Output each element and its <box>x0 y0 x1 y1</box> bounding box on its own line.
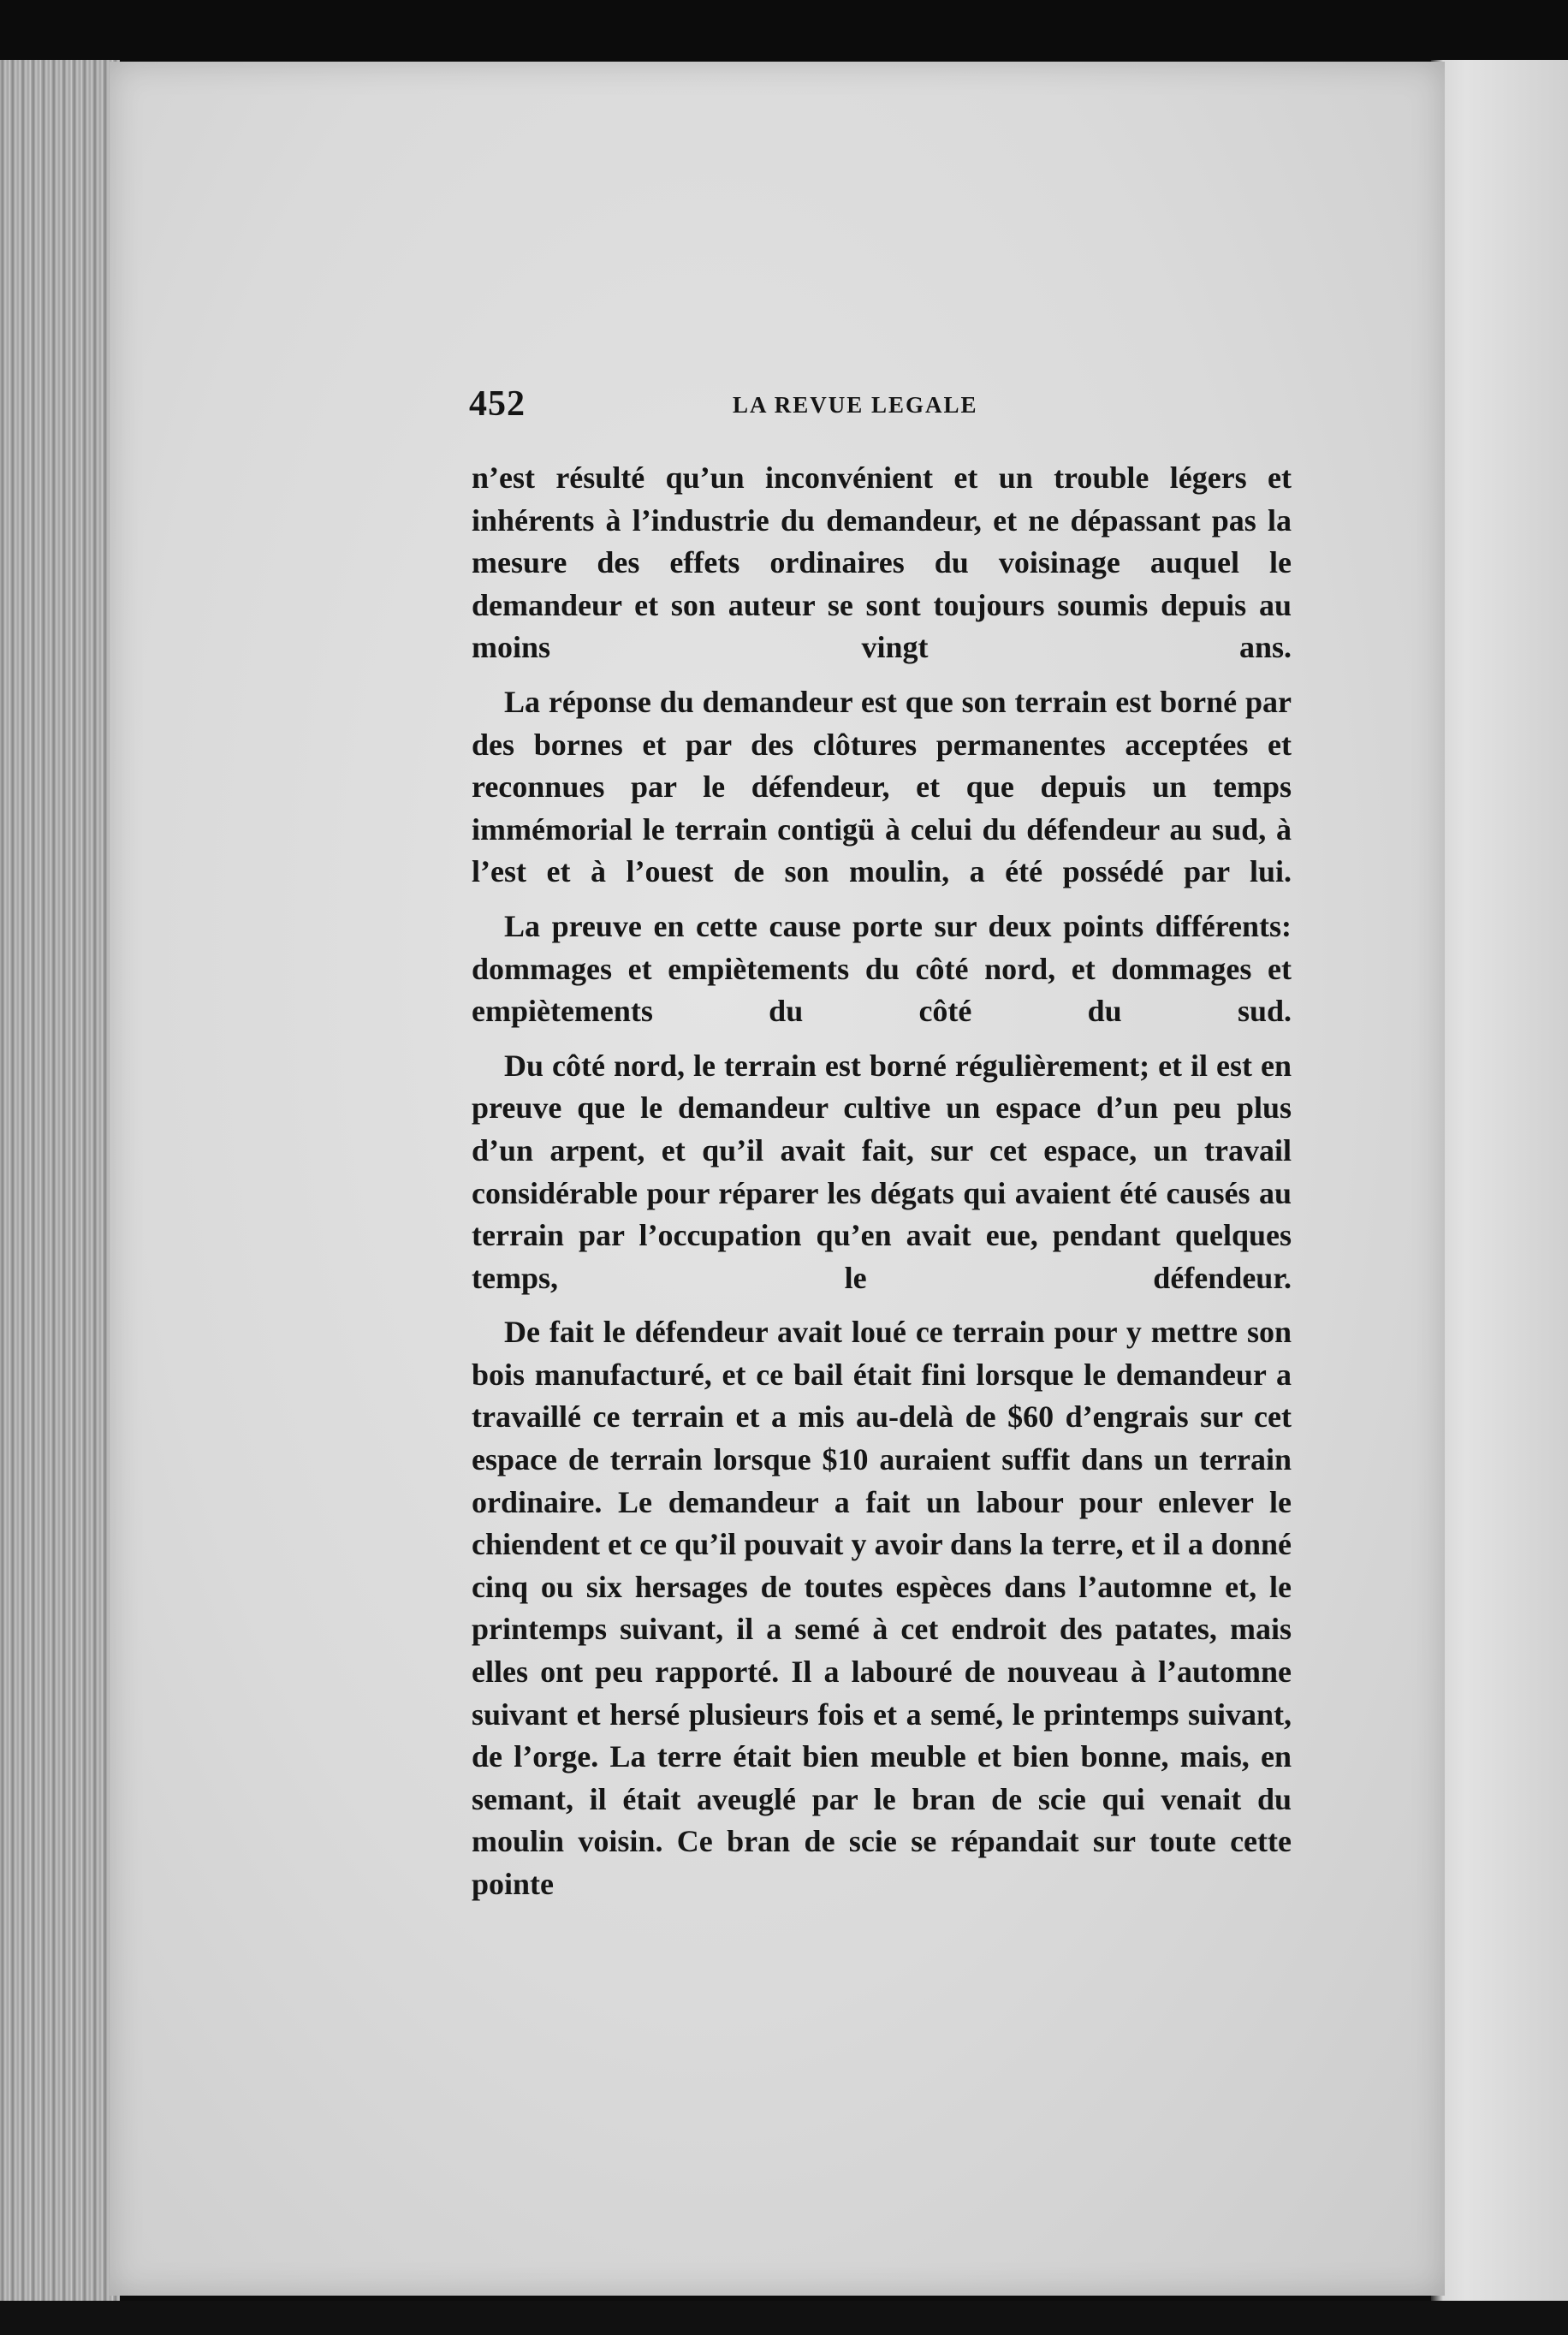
page-header <box>469 383 1291 435</box>
facing-page-edge <box>1431 60 1568 2302</box>
paragraph-2: La réponse du demandeur est que son terrain est borné par des bornes et par des clôtures permanentes acceptées et reconnues par le défendeur, et que depuis un temps immémorial le terrain contigü à celui du défendeur au sud, à l’est et à l’ouest de son moulin, a été possédé par lui. <box>472 684 1292 889</box>
paragraph-3: La preuve en cette cause porte sur deux points différents: dommages et empiètements du côté nord, et dommages et empiètements du côté du sud. <box>472 908 1292 1029</box>
body-text <box>472 457 1292 1918</box>
page-number: 452 <box>469 384 526 424</box>
running-title: LA REVUE LEGALE <box>733 392 978 418</box>
paragraph-5: De fait le défendeur avait loué ce terrain pour y mettre son bois manufacturé, et ce bail était fini lorsque le demandeur a travaillé ce terrain et a mis au-delà de $60 d’engrais sur cet espace de terrain lorsque $10 auraient suffit dans un terrain ordinaire. Le demandeur a fait un labour pour enlever le chiendent et ce qu’il pouvait y avoir dans la terre, et il a donné cinq ou six hersages de toutes espèces dans l’automne et, le printemps suivant, il a semé à cet endroit des patates, mais elles ont peu rapporté. Il a labouré de nouveau à l’automne suivant et hersé plusieurs fois et a semé, le printemps suivant, de l’orge. La terre était bien meuble et bien bonne, mais, en semant, il était aveuglé par le bran de scie qui venait du moulin voisin. Ce bran de scie se répandait sur toute cette pointe <box>472 1315 1292 1901</box>
paragraph-4: Du côté nord, le terrain est borné régulièrement; et il est en preuve que le demandeur cultive un espace d’un peu plus d’un arpent, et qu’il avait fait, sur cet espace, un travail considérable pour réparer les dégats qui avaient été causés au terrain par l’occupation qu’en avait eue, pendant quelques temps, le défendeur. <box>472 1048 1292 1295</box>
paragraph-1: n’est résulté qu’un inconvénient et un trouble légers et inhérents à l’industrie du demandeur, et ne dépassant pas la mesure des effets ordinaires du voisinage auquel le demandeur et son auteur se sont toujours soumis depuis au moins vingt ans. <box>472 460 1292 665</box>
scan-border <box>0 2301 1568 2335</box>
book-page-edges <box>0 60 120 2302</box>
